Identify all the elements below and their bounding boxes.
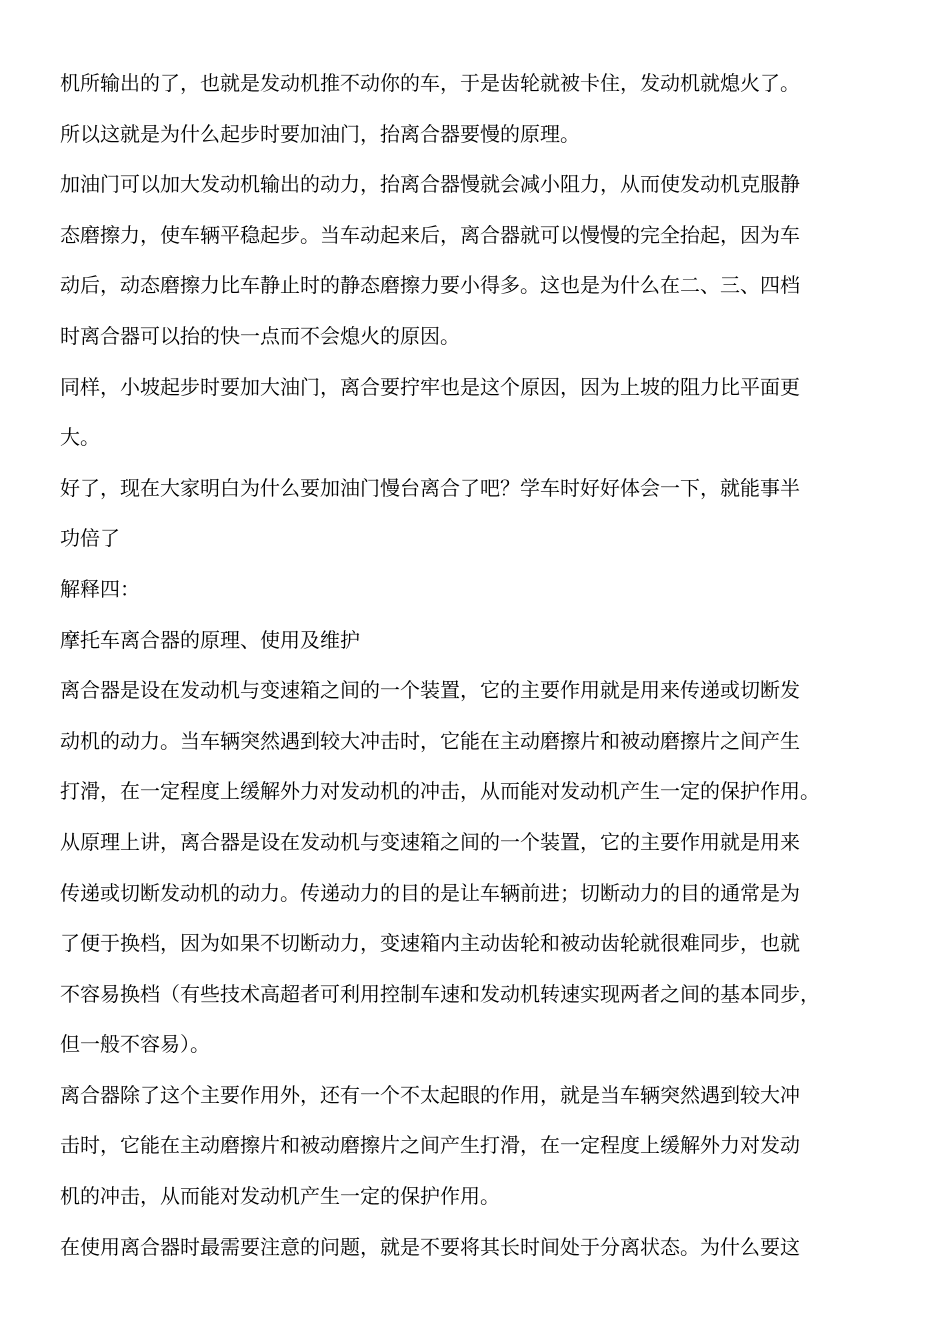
text-line: 时离合器可以抬的快一点而不会熄火的原因。	[60, 323, 460, 348]
text-line: 动后，动态磨擦力比车静止时的静态磨擦力要小得多。这也是为什么在二、三、四档	[60, 273, 800, 298]
text-line: 解释四：	[60, 576, 140, 601]
text-line: 离合器是设在发动机与变速箱之间的一个装置，它的主要作用就是用来传递或切断发	[60, 678, 800, 703]
text-line: 不容易换档（有些技术高超者可利用控制车速和发动机转速实现两者之间的基本同步，	[60, 981, 820, 1006]
text-line: 同样，小坡起步时要加大油门，离合要拧牢也是这个原因，因为上坡的阻力比平面更	[60, 374, 800, 399]
text-line: 加油门可以加大发动机输出的动力，抬离合器慢就会减小阻力，从而使发动机克服静	[60, 172, 800, 197]
text-line: 从原理上讲，离合器是设在发动机与变速箱之间的一个装置，它的主要作用就是用来	[60, 829, 800, 854]
text-line: 离合器除了这个主要作用外，还有一个不太起眼的作用，就是当车辆突然遇到较大冲	[60, 1082, 800, 1107]
text-line: 摩托车离合器的原理、使用及维护	[60, 627, 360, 652]
text-line: 传递或切断发动机的动力。传递动力的目的是让车辆前进；切断动力的目的通常是为	[60, 880, 800, 905]
text-line: 大。	[60, 425, 100, 450]
text-line: 在使用离合器时最需要注意的问题，就是不要将其长时间处于分离状态。为什么要这	[60, 1234, 800, 1259]
text-line: 机的冲击，从而能对发动机产生一定的保护作用。	[60, 1184, 500, 1209]
text-line: 机所输出的了，也就是发动机推不动你的车，于是齿轮就被卡住，发动机就熄火了。	[60, 71, 800, 95]
text-line: 击时，它能在主动磨擦片和被动磨擦片之间产生打滑，在一定程度上缓解外力对发动	[60, 1133, 800, 1158]
text-line: 所以这就是为什么起步时要加油门，抬离合器要慢的原理。	[60, 121, 580, 146]
text-line: 但一般不容易）。	[60, 1032, 210, 1057]
text-line: 态磨擦力，使车辆平稳起步。当车动起来后，离合器就可以慢慢的完全抬起，因为车	[60, 222, 800, 247]
text-line: 好了，现在大家明白为什么要加油门慢台离合了吧？学车时好好体会一下，就能事半	[60, 475, 800, 500]
text-line: 打滑，在一定程度上缓解外力对发动机的冲击，从而能对发动机产生一定的保护作用。	[60, 779, 820, 804]
body-text	[60, 58, 890, 1272]
text-line: 动机的动力。当车辆突然遇到较大冲击时，它能在主动磨擦片和被动磨擦片之间产生	[60, 728, 800, 753]
text-line: 了便于换档，因为如果不切断动力，变速箱内主动齿轮和被动齿轮就很难同步，也就	[60, 931, 800, 956]
text-line: 功倍了	[60, 526, 120, 551]
